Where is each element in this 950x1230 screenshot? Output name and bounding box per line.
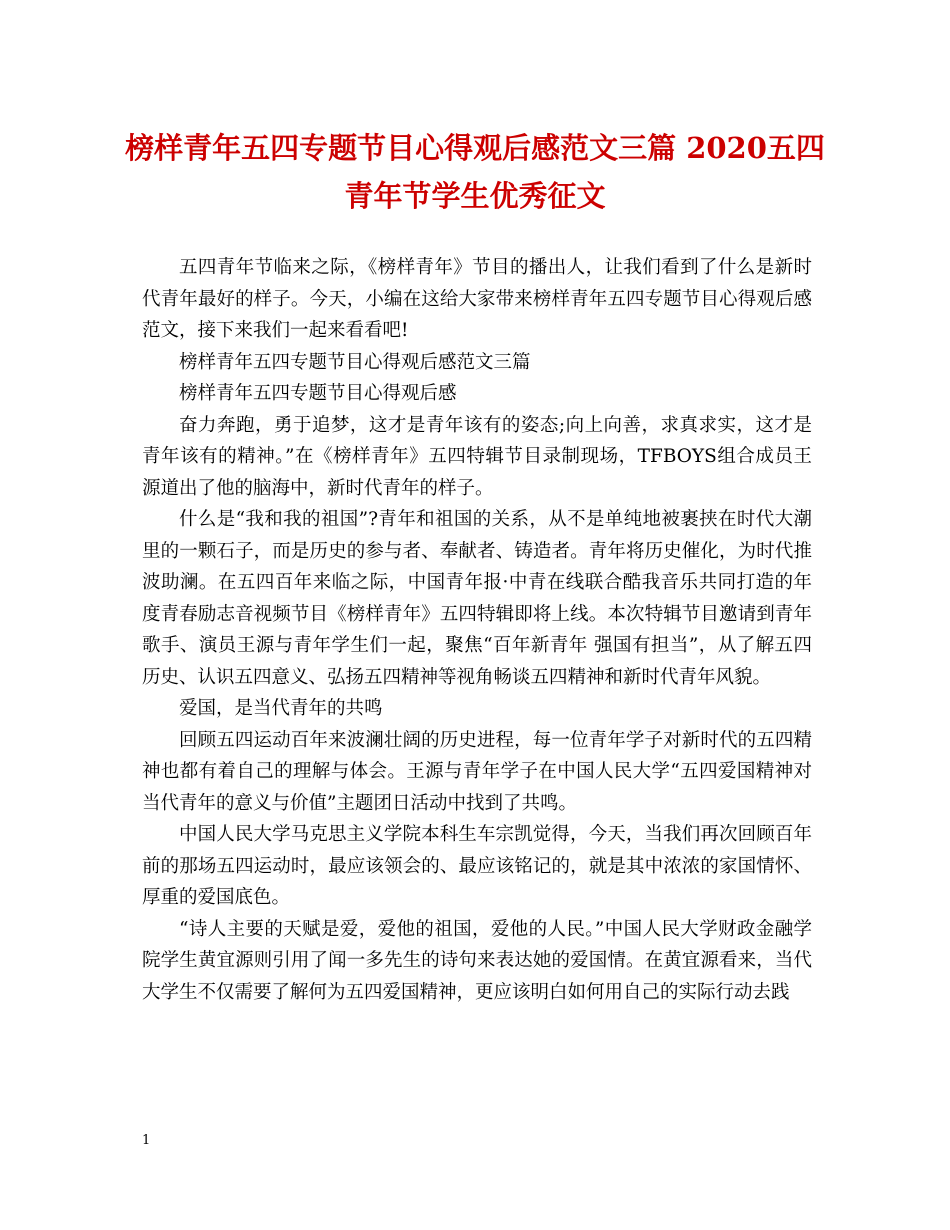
document-body [142, 252, 812, 1008]
paragraph-body: 奋力奔跑，勇于追梦，这才是青年该有的姿态;向上向善，求真求实，这才是青年该有的精神。”在《榜样青年》五四特辑节目录制现场，TFBOYS组合成员王源道出了他的脑海中，新时代青年的样子。 [142, 414, 812, 499]
paragraph-subtitle-1: 榜样青年五四专题节目心得观后感范文三篇 [179, 351, 531, 373]
paragraph-body: 中国人民大学马克思主义学院本科生车宗凯觉得，今天，当我们再次回顾百年前的那场五四运动时，最应该领会的、最应该铭记的，就是其中浓浓的家国情怀、厚重的爱国底色。 [142, 824, 812, 908]
document-title: 榜样青年五四专题节目心得观后感范文三篇 2020五四青年节学生优秀征文 [125, 131, 825, 213]
paragraph-intro: 五四青年节临来之际，《榜样青年》节目的播出人，让我们看到了什么是新时代青年最好的样子。今天，小编在这给大家带来榜样青年五四专题节目心得观后感范文，接下来我们一起来看看吧! [142, 257, 812, 341]
page-number: 1 [142, 1133, 151, 1148]
paragraph-body: 回顾五四运动百年来波澜壮阔的历史进程，每一位青年学子对新时代的五四精神也都有着自己的理解与体会。王源与青年学子在中国人民大学“五四爱国精神对当代青年的意义与价值”主题团日活动中找到了共鸣。 [142, 729, 812, 814]
paragraph-heading: 爱国，是当代青年的共鸣 [179, 698, 383, 719]
paragraph-subtitle-2: 榜样青年五四专题节目心得观后感 [179, 383, 457, 404]
paragraph-body: 什么是“我和我的祖国”?青年和祖国的关系，从不是单纯地被裹挟在时代大潮里的一颗石子，而是历史的参与者、奉献者、铸造者。青年将历史催化，为时代推波助澜。在五四百年来临之际，中国青年报·中青在线联合酷我音乐共同打造的年度青春励志音视频节目《榜样青年》五四特辑即将上线。本次特辑节目邀请到青年歌手、演员王源与青年学生们一起，聚焦“百年新青年 强国有担当”，从了解五四历史、认识五四意义、弘扬五四精神等视角畅谈五四精神和新时代青年风貌。 [142, 509, 812, 688]
paragraph-body: “诗人主要的天赋是爱，爱他的祖国，爱他的人民。”中国人民大学财政金融学院学生黄宜源则引用了闻一多先生的诗句来表达她的爱国情。在黄宜源看来，当代大学生不仅需要了解何为五四爱国精神，更应该明白如何用自己的实际行动去践 [142, 918, 812, 1003]
